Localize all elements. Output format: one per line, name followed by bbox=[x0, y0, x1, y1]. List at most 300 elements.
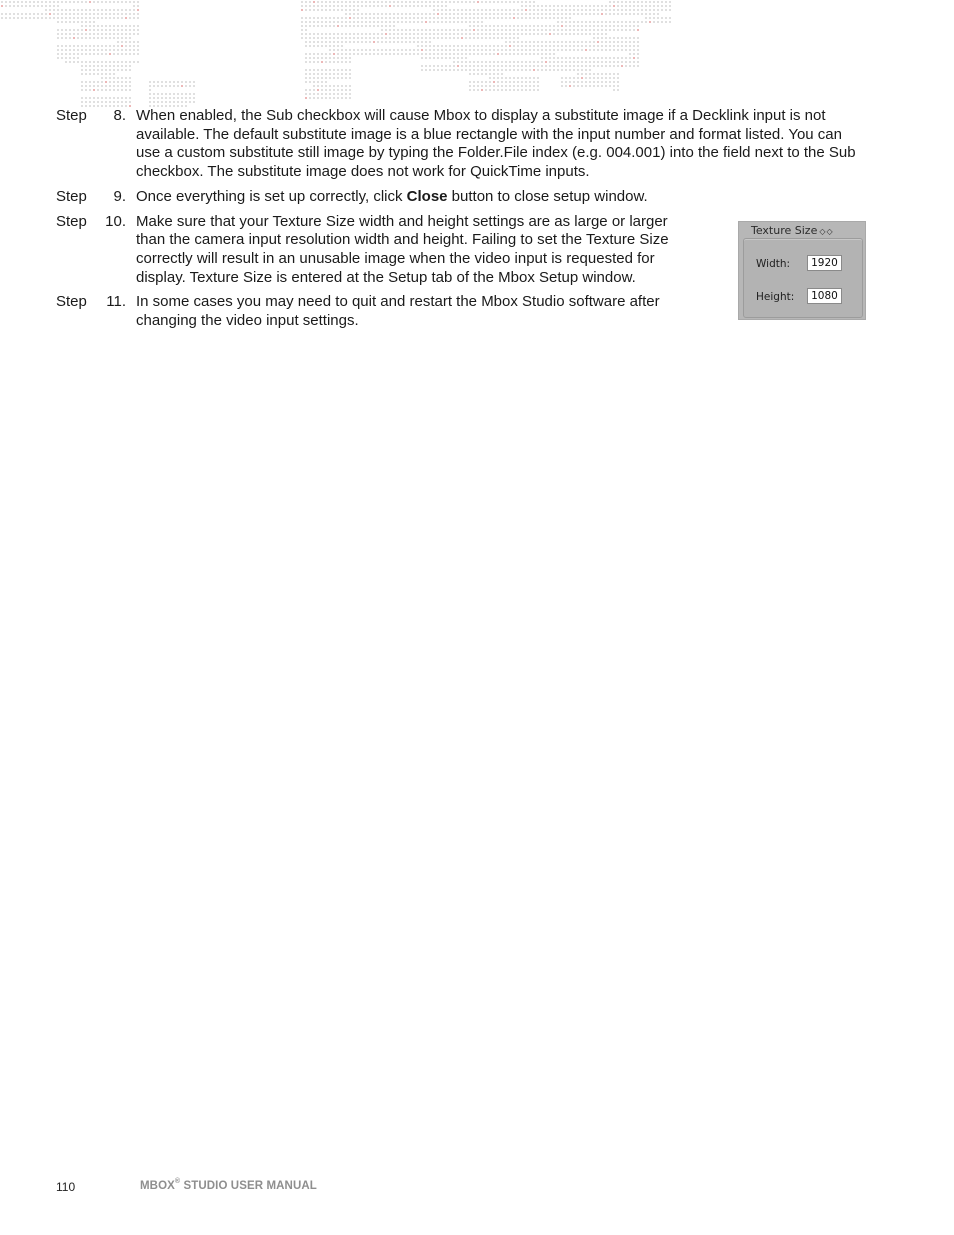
map-dot bbox=[629, 41, 631, 43]
map-dot bbox=[305, 37, 307, 39]
map-dot bbox=[97, 65, 99, 67]
map-dot bbox=[109, 53, 111, 55]
map-dot bbox=[441, 13, 443, 15]
map-dot bbox=[69, 29, 71, 31]
map-dot bbox=[89, 61, 91, 63]
map-dot bbox=[85, 45, 87, 47]
step-text: In some cases you may need to quit and restart the Mbox Studio software after changing the video input settings. bbox=[136, 293, 660, 330]
map-dot bbox=[185, 97, 187, 99]
map-dot bbox=[93, 101, 95, 103]
map-dot bbox=[625, 45, 627, 47]
map-dot bbox=[633, 65, 635, 67]
map-dot bbox=[69, 57, 71, 59]
map-dot bbox=[177, 81, 179, 83]
map-dot bbox=[573, 25, 575, 27]
map-dot bbox=[73, 57, 75, 59]
map-dot bbox=[565, 57, 567, 59]
map-dot bbox=[369, 17, 371, 19]
map-dot bbox=[649, 17, 651, 19]
map-dot bbox=[437, 13, 439, 15]
map-dot bbox=[401, 37, 403, 39]
map-dot bbox=[365, 21, 367, 23]
map-dot bbox=[561, 33, 563, 35]
map-dot bbox=[509, 85, 511, 87]
height-label: Height: bbox=[756, 291, 795, 303]
map-dot bbox=[93, 9, 95, 11]
map-dot bbox=[485, 85, 487, 87]
map-dot bbox=[321, 37, 323, 39]
map-dot bbox=[533, 33, 535, 35]
map-dot bbox=[645, 17, 647, 19]
map-dot bbox=[337, 49, 339, 51]
map-dot bbox=[573, 61, 575, 63]
map-dot bbox=[465, 29, 467, 31]
map-dot bbox=[613, 5, 615, 7]
map-dot bbox=[381, 29, 383, 31]
map-dot bbox=[441, 69, 443, 71]
map-dot bbox=[561, 13, 563, 15]
map-dot bbox=[105, 69, 107, 71]
map-dot bbox=[489, 25, 491, 27]
map-dot bbox=[449, 45, 451, 47]
map-dot bbox=[481, 65, 483, 67]
map-dot bbox=[605, 41, 607, 43]
map-dot bbox=[361, 33, 363, 35]
map-dot bbox=[429, 33, 431, 35]
map-dot bbox=[173, 97, 175, 99]
map-dot bbox=[361, 41, 363, 43]
map-dot bbox=[577, 73, 579, 75]
map-dot bbox=[109, 13, 111, 15]
map-dot bbox=[429, 37, 431, 39]
map-dot bbox=[549, 61, 551, 63]
map-dot bbox=[501, 85, 503, 87]
map-dot bbox=[509, 53, 511, 55]
map-dot bbox=[541, 17, 543, 19]
map-dot bbox=[389, 5, 391, 7]
map-dot bbox=[173, 85, 175, 87]
map-dot bbox=[97, 89, 99, 91]
map-dot bbox=[69, 49, 71, 51]
map-dot bbox=[325, 89, 327, 91]
map-dot bbox=[5, 1, 7, 3]
map-dot bbox=[337, 37, 339, 39]
map-dot bbox=[597, 25, 599, 27]
map-dot bbox=[329, 33, 331, 35]
map-dot bbox=[577, 77, 579, 79]
map-dot bbox=[525, 33, 527, 35]
map-dot bbox=[481, 85, 483, 87]
map-dot bbox=[605, 33, 607, 35]
map-dot bbox=[357, 21, 359, 23]
map-dot bbox=[469, 25, 471, 27]
map-dot bbox=[385, 1, 387, 3]
map-dot bbox=[85, 21, 87, 23]
map-dot bbox=[497, 13, 499, 15]
map-dot bbox=[493, 53, 495, 55]
map-dot bbox=[437, 1, 439, 3]
map-dot bbox=[373, 37, 375, 39]
map-dot bbox=[77, 9, 79, 11]
map-dot bbox=[649, 13, 651, 15]
map-dot bbox=[573, 69, 575, 71]
map-dot bbox=[533, 45, 535, 47]
map-dot bbox=[521, 33, 523, 35]
map-dot bbox=[333, 73, 335, 75]
map-dot bbox=[345, 25, 347, 27]
map-dot bbox=[625, 65, 627, 67]
map-dot bbox=[501, 45, 503, 47]
map-dot bbox=[349, 1, 351, 3]
map-dot bbox=[465, 21, 467, 23]
map-dot bbox=[301, 25, 303, 27]
map-dot bbox=[437, 17, 439, 19]
map-dot bbox=[389, 33, 391, 35]
map-dot bbox=[93, 69, 95, 71]
map-dot bbox=[89, 33, 91, 35]
map-dot bbox=[569, 85, 571, 87]
map-dot bbox=[325, 69, 327, 71]
map-dot bbox=[625, 5, 627, 7]
map-dot bbox=[577, 5, 579, 7]
map-dot bbox=[653, 17, 655, 19]
map-dot bbox=[81, 9, 83, 11]
map-dot bbox=[633, 37, 635, 39]
map-dot bbox=[613, 61, 615, 63]
map-dot bbox=[93, 73, 95, 75]
map-dot bbox=[105, 97, 107, 99]
map-dot bbox=[1, 13, 3, 15]
map-dot bbox=[361, 13, 363, 15]
map-dot bbox=[633, 1, 635, 3]
map-dot bbox=[109, 29, 111, 31]
map-dot bbox=[97, 25, 99, 27]
map-dot bbox=[509, 13, 511, 15]
map-dot bbox=[469, 49, 471, 51]
map-dot bbox=[89, 1, 91, 3]
map-dot bbox=[505, 49, 507, 51]
map-dot bbox=[189, 85, 191, 87]
map-dot bbox=[125, 45, 127, 47]
map-dot bbox=[309, 45, 311, 47]
manual-title bbox=[140, 1180, 317, 1192]
texture-size-title bbox=[751, 224, 834, 237]
close-button-reference: Close bbox=[406, 187, 448, 205]
map-dot bbox=[385, 29, 387, 31]
map-dot bbox=[113, 25, 115, 27]
map-dot bbox=[365, 33, 367, 35]
map-dot bbox=[621, 13, 623, 15]
map-dot bbox=[513, 61, 515, 63]
map-dot bbox=[589, 69, 591, 71]
map-dot bbox=[189, 81, 191, 83]
map-dot bbox=[445, 57, 447, 59]
map-dot bbox=[517, 53, 519, 55]
map-dot bbox=[49, 1, 51, 3]
map-dot bbox=[489, 89, 491, 91]
map-dot bbox=[373, 25, 375, 27]
map-dot bbox=[313, 41, 315, 43]
map-dot bbox=[449, 13, 451, 15]
map-dot bbox=[333, 33, 335, 35]
map-dot bbox=[477, 25, 479, 27]
map-dot bbox=[377, 5, 379, 7]
map-dot bbox=[449, 21, 451, 23]
map-dot bbox=[573, 21, 575, 23]
map-dot bbox=[593, 77, 595, 79]
step-number: 8. bbox=[113, 107, 126, 124]
map-dot bbox=[569, 65, 571, 67]
map-dot bbox=[489, 85, 491, 87]
map-dot bbox=[369, 25, 371, 27]
map-dot bbox=[465, 49, 467, 51]
map-dot bbox=[349, 37, 351, 39]
map-dot bbox=[325, 97, 327, 99]
map-dot bbox=[581, 21, 583, 23]
map-dot bbox=[513, 49, 515, 51]
map-dot bbox=[369, 21, 371, 23]
map-dot bbox=[569, 25, 571, 27]
map-dot bbox=[361, 37, 363, 39]
map-dot bbox=[89, 85, 91, 87]
map-dot bbox=[305, 29, 307, 31]
map-dot bbox=[545, 61, 547, 63]
map-dot bbox=[465, 45, 467, 47]
map-dot bbox=[369, 53, 371, 55]
map-dot bbox=[425, 21, 427, 23]
map-dot bbox=[109, 33, 111, 35]
map-dot bbox=[477, 21, 479, 23]
map-dot bbox=[341, 37, 343, 39]
map-dot bbox=[329, 37, 331, 39]
map-dot bbox=[329, 1, 331, 3]
map-dot bbox=[529, 17, 531, 19]
map-dot bbox=[429, 17, 431, 19]
map-dot bbox=[465, 37, 467, 39]
map-dot bbox=[321, 61, 323, 63]
map-dot bbox=[65, 53, 67, 55]
map-dot bbox=[465, 53, 467, 55]
map-dot bbox=[421, 1, 423, 3]
map-dot bbox=[89, 89, 91, 91]
map-dot bbox=[669, 9, 671, 11]
map-dot bbox=[473, 45, 475, 47]
map-dot bbox=[557, 65, 559, 67]
map-dot bbox=[89, 81, 91, 83]
map-dot bbox=[133, 29, 135, 31]
map-dot bbox=[649, 5, 651, 7]
map-dot bbox=[589, 65, 591, 67]
map-dot bbox=[345, 85, 347, 87]
map-dot bbox=[421, 49, 423, 51]
map-dot bbox=[513, 89, 515, 91]
map-dot bbox=[537, 41, 539, 43]
map-dot bbox=[169, 97, 171, 99]
map-dot bbox=[469, 69, 471, 71]
map-dot bbox=[585, 77, 587, 79]
map-dot bbox=[605, 13, 607, 15]
map-dot bbox=[429, 57, 431, 59]
map-dot bbox=[129, 69, 131, 71]
map-dot bbox=[529, 45, 531, 47]
map-dot bbox=[621, 9, 623, 11]
map-dot bbox=[101, 37, 103, 39]
map-dot bbox=[521, 5, 523, 7]
width-field[interactable]: 1920 bbox=[807, 255, 842, 271]
map-dot bbox=[517, 81, 519, 83]
map-dot bbox=[477, 81, 479, 83]
map-dot bbox=[645, 9, 647, 11]
map-dot bbox=[381, 5, 383, 7]
map-dot bbox=[353, 37, 355, 39]
map-dot bbox=[633, 53, 635, 55]
map-dot bbox=[445, 37, 447, 39]
map-dot bbox=[481, 13, 483, 15]
map-dot bbox=[301, 17, 303, 19]
map-dot bbox=[481, 69, 483, 71]
map-dot bbox=[333, 77, 335, 79]
map-dot bbox=[41, 1, 43, 3]
map-dot bbox=[125, 9, 127, 11]
map-dot bbox=[505, 89, 507, 91]
map-dot bbox=[509, 41, 511, 43]
map-dot bbox=[577, 57, 579, 59]
map-dot bbox=[653, 1, 655, 3]
map-dot bbox=[81, 37, 83, 39]
map-dot bbox=[613, 89, 615, 91]
map-dot bbox=[313, 81, 315, 83]
map-dot bbox=[641, 21, 643, 23]
map-dot bbox=[385, 25, 387, 27]
map-dot bbox=[381, 25, 383, 27]
map-dot bbox=[133, 5, 135, 7]
map-dot bbox=[165, 101, 167, 103]
map-dot bbox=[325, 33, 327, 35]
map-dot bbox=[569, 9, 571, 11]
map-dot bbox=[129, 81, 131, 83]
height-field[interactable]: 1080 bbox=[807, 288, 842, 304]
map-dot bbox=[465, 65, 467, 67]
map-dot bbox=[421, 33, 423, 35]
map-dot bbox=[377, 21, 379, 23]
map-dot bbox=[429, 53, 431, 55]
map-dot bbox=[665, 17, 667, 19]
map-dot bbox=[121, 85, 123, 87]
map-dot bbox=[305, 17, 307, 19]
map-dot bbox=[577, 49, 579, 51]
map-dot bbox=[109, 97, 111, 99]
map-dot bbox=[517, 29, 519, 31]
map-dot bbox=[485, 17, 487, 19]
map-dot bbox=[17, 17, 19, 19]
map-dot bbox=[113, 37, 115, 39]
map-dot bbox=[497, 77, 499, 79]
map-dot bbox=[569, 45, 571, 47]
map-dot bbox=[577, 81, 579, 83]
map-dot bbox=[513, 33, 515, 35]
map-dot bbox=[97, 81, 99, 83]
map-dot bbox=[121, 65, 123, 67]
map-dot bbox=[153, 97, 155, 99]
map-dot bbox=[489, 77, 491, 79]
map-dot bbox=[397, 1, 399, 3]
map-dot bbox=[85, 49, 87, 51]
map-dot bbox=[101, 81, 103, 83]
map-dot bbox=[437, 29, 439, 31]
map-dot bbox=[313, 5, 315, 7]
map-dot bbox=[469, 61, 471, 63]
map-dot bbox=[565, 13, 567, 15]
map-dot bbox=[525, 65, 527, 67]
map-dot bbox=[485, 9, 487, 11]
map-dot bbox=[129, 37, 131, 39]
step-number: 10. bbox=[105, 212, 126, 230]
map-dot bbox=[617, 45, 619, 47]
map-dot bbox=[537, 17, 539, 19]
map-dot bbox=[337, 85, 339, 87]
map-dot bbox=[457, 21, 459, 23]
map-dot bbox=[45, 5, 47, 7]
map-dot bbox=[605, 57, 607, 59]
map-dot bbox=[309, 21, 311, 23]
map-dot bbox=[561, 21, 563, 23]
map-dot bbox=[337, 73, 339, 75]
map-dot bbox=[597, 73, 599, 75]
map-dot bbox=[97, 37, 99, 39]
map-dot bbox=[477, 37, 479, 39]
map-dot bbox=[557, 13, 559, 15]
map-dot bbox=[581, 45, 583, 47]
map-dot bbox=[369, 13, 371, 15]
map-dot bbox=[133, 49, 135, 51]
map-dot bbox=[61, 49, 63, 51]
map-dot bbox=[533, 69, 535, 71]
map-dot bbox=[325, 5, 327, 7]
map-dot bbox=[629, 57, 631, 59]
map-dot bbox=[517, 41, 519, 43]
map-dot bbox=[373, 33, 375, 35]
map-dot bbox=[469, 37, 471, 39]
map-dot bbox=[421, 21, 423, 23]
map-dot bbox=[321, 17, 323, 19]
map-dot bbox=[109, 25, 111, 27]
map-dot bbox=[109, 81, 111, 83]
map-dot bbox=[69, 13, 71, 15]
map-dot bbox=[533, 49, 535, 51]
map-dot bbox=[85, 33, 87, 35]
map-dot bbox=[193, 93, 195, 95]
map-dot bbox=[477, 9, 479, 11]
map-dot bbox=[625, 49, 627, 51]
map-dot bbox=[301, 1, 303, 3]
map-dot bbox=[337, 61, 339, 63]
map-dot bbox=[461, 21, 463, 23]
map-dot bbox=[473, 29, 475, 31]
map-dot bbox=[65, 9, 67, 11]
map-dot bbox=[109, 49, 111, 51]
map-dot bbox=[525, 77, 527, 79]
map-dot bbox=[565, 9, 567, 11]
map-dot bbox=[597, 33, 599, 35]
map-dot bbox=[13, 1, 15, 3]
map-dot bbox=[129, 17, 131, 19]
map-dot bbox=[377, 1, 379, 3]
map-dot bbox=[433, 33, 435, 35]
map-dot bbox=[93, 1, 95, 3]
map-dot bbox=[333, 25, 335, 27]
map-dot bbox=[121, 41, 123, 43]
map-dot bbox=[545, 69, 547, 71]
